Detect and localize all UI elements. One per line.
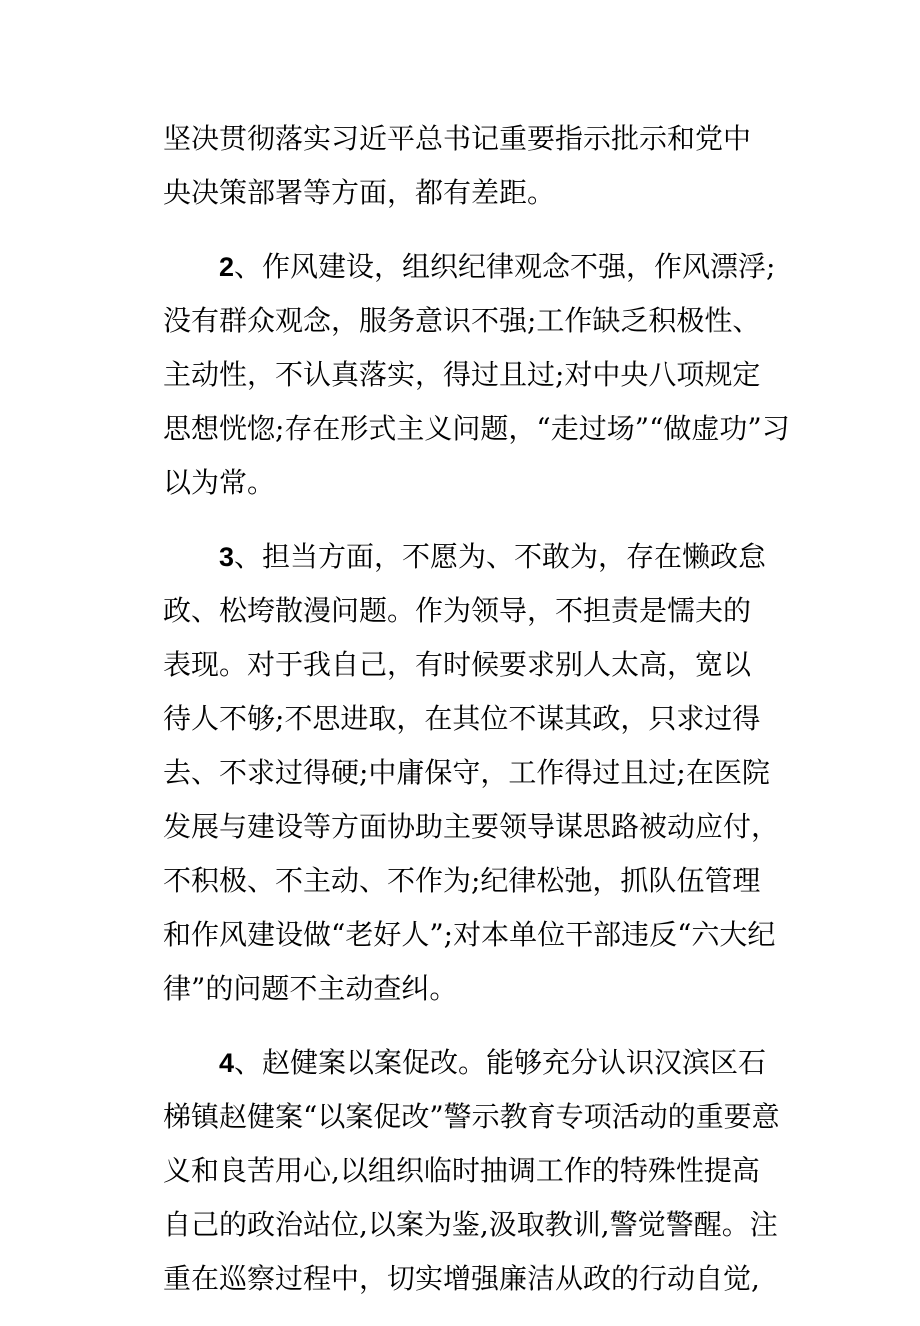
text-line: 发展与建设等方面协助主要领导谋思路被动应付， bbox=[163, 810, 780, 843]
paragraph-4 bbox=[163, 1036, 780, 1306]
text-line: 政、松垮散漫问题。作为领导，不担责是懦夫的 bbox=[163, 594, 752, 627]
text-line: 坚决贯彻落实习近平总书记重要指示批示和党中 bbox=[163, 122, 752, 155]
text-line: 和作风建设做“老好人”;对本单位干部违反“六大纪 bbox=[163, 918, 776, 951]
text-line: 律”的问题不主动查纠。 bbox=[163, 972, 458, 1005]
text-line-first bbox=[163, 530, 767, 584]
text-line-first bbox=[163, 1036, 767, 1090]
text-line: 表现。对于我自己，有时候要求别人太高，宽以 bbox=[163, 648, 752, 681]
paragraph-number: 4 bbox=[219, 1048, 235, 1078]
text-line: 重在巡察过程中，切实增强廉洁从政的行动自觉, bbox=[163, 1262, 760, 1295]
text-line: 没有群众观念，服务意识不强;工作缺乏积极性、 bbox=[163, 304, 761, 337]
document-page bbox=[163, 112, 790, 1326]
text-line: 不积极、不主动、不作为;纪律松弛，抓队伍管理 bbox=[163, 864, 761, 897]
paragraph-3 bbox=[163, 530, 780, 1016]
text-line: 自己的政治站位,以案为鉴,汲取教训,警觉警醒。注 bbox=[163, 1208, 778, 1241]
text-line: 梯镇赵健案“以案促改”警示教育专项活动的重要意 bbox=[163, 1100, 780, 1133]
text-line: 待人不够;不思进取，在其位不谋其政，只求过得 bbox=[163, 702, 761, 735]
paragraph-number: 3 bbox=[219, 542, 235, 572]
text-segment: 、赵健案以案促改。能够充分认识汉滨区石 bbox=[234, 1046, 767, 1079]
text-line: 以为常。 bbox=[163, 466, 276, 499]
paragraph-2 bbox=[163, 240, 790, 510]
text-line: 去、不求过得硬;中庸保守，工作得过且过;在医院 bbox=[163, 756, 770, 789]
text-line-first bbox=[163, 240, 776, 294]
text-line: 思想恍惚;存在形式主义问题，“走过场”“做虚功”习 bbox=[163, 412, 790, 445]
text-line: 义和良苦用心,以组织临时抽调工作的特殊性提高 bbox=[163, 1154, 760, 1187]
text-line: 主动性，不认真落实，得过且过;对中央八项规定 bbox=[163, 358, 761, 391]
text-line: 央决策部署等方面，都有差距。 bbox=[163, 176, 556, 209]
paragraph-number: 2 bbox=[219, 252, 235, 282]
text-segment: 、担当方面，不愿为、不敢为，存在懒政怠 bbox=[234, 540, 767, 573]
paragraph-1 bbox=[163, 112, 763, 220]
text-segment: 、作风建设，组织纪律观念不强，作风漂浮; bbox=[234, 250, 776, 283]
